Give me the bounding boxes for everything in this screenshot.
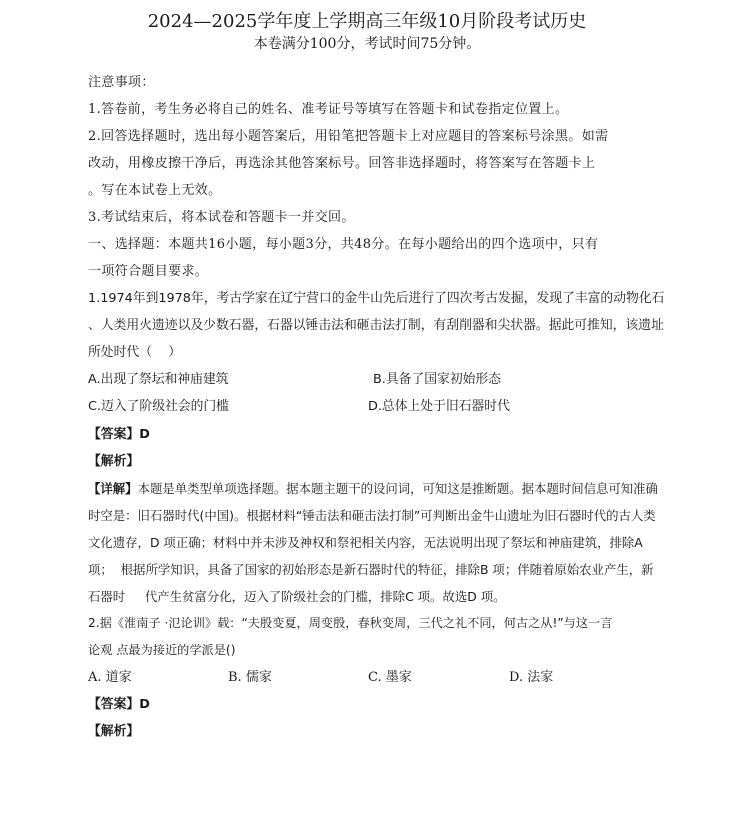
question-1-detail-label: 【详解】 [88, 480, 138, 496]
question-1-option-b: B.具备了国家初始形态 [373, 372, 502, 388]
question-1-answer: 【答案】D [88, 426, 150, 442]
notice-line: 改动，用橡皮擦干净后，再选涂其他答案标号。回答非选择题时，将答案写在答题卡上 [88, 155, 596, 171]
notice-line: 。写在本试卷上无效。 [88, 182, 222, 198]
question-1-detail-line: 石器时 代产生贫富分化，迈入了阶级社会的门槛，排除C 项。故选D 项。 [88, 588, 506, 604]
question-1-stem: 1.1974年到1978年，考古学家在辽宁营口的金牛山先后进行了四次考古发掘，发现了丰富的动物化石 [88, 291, 665, 307]
notice-line: 1.答卷前，考生务必将自己的姓名、准考证号等填写在答题卡和试卷指定位置上。 [88, 101, 569, 117]
document-body [88, 69, 728, 746]
question-1-option-c: C.迈入了阶级社会的门槛 [88, 399, 229, 415]
question-2-option-a: A. 道家 [88, 670, 132, 686]
question-2-stem: 2.据《淮南子 ·氾论训》载：“夫殷变夏，周变殷，春秋变周，三代之礼不同，何古之从!”与这一言 [88, 616, 613, 631]
page-title: 2024—2025学年度上学期高三年级10月阶段考试历史 [147, 11, 587, 32]
notice-line: 2.回答选择题时，选出每小题答案后，用铅笔把答题卡上对应题目的答案标号涂黑。如需 [88, 128, 609, 144]
notice-line: 3.考试结束后，将本试卷和答题卡一并交回。 [88, 209, 355, 225]
question-1-stem: 所处时代（ ） [88, 345, 182, 361]
question-2-option-b: B. 儒家 [228, 670, 272, 686]
question-1-detail-line: 文化遗存，D 项正确；材料中并未涉及神权和祭祀相关内容，无法说明出现了祭坛和神庙建筑，排除A [88, 534, 643, 550]
question-2-stem: 论观 点最为接近的学派是() [88, 643, 236, 658]
question-2-option-d: D. 法家 [509, 670, 554, 686]
question-1-options-row [88, 393, 728, 420]
question-1-option-a: A.出现了祭坛和神庙建筑 [88, 372, 229, 388]
question-1-detail-line: 项； 根据所学知识，具备了国家的初始形态是新石器时代的特征，排除B 项；伴随着原始农业产生，新 [88, 561, 654, 577]
question-2-analysis-label: 【解析】 [88, 724, 140, 740]
question-1-detail-line: 时空是：旧石器时代(中国)。根据材料“锤击法和砸击法打制”可判断出金牛山遗址为旧石器时代的古人类 [88, 507, 656, 523]
notice-heading: 注意事项： [88, 74, 155, 90]
question-2-answer: 【答案】D [88, 697, 150, 713]
page-subtitle: 本卷满分100分，考试时间75分钟。 [253, 36, 481, 52]
question-1-analysis-label: 【解析】 [88, 453, 140, 469]
section-heading-line: 一、选择题：本题共16小题，每小题3分，共48分。在每小题给出的四个选项中，只有 [88, 236, 599, 252]
question-2-options-row [88, 664, 728, 691]
question-1-detail-text: 本题是单类型单项选择题。据本题主题干的设问词，可知这是推断题。据本题时间信息可知准确 [137, 480, 658, 496]
question-1-detail-line [88, 475, 728, 502]
question-1-option-d: D.总体上处于旧石器时代 [368, 399, 510, 415]
section-heading-line: 一项符合题目要求。 [88, 264, 209, 280]
question-1-options-row [88, 366, 728, 393]
question-2-option-c: C. 墨家 [368, 670, 412, 686]
question-1-stem: 、人类用火遗迹以及少数石器，石器以锤击法和砸击法打制，有刮削器和尖状器。据此可推知，该遗址 [88, 318, 664, 334]
